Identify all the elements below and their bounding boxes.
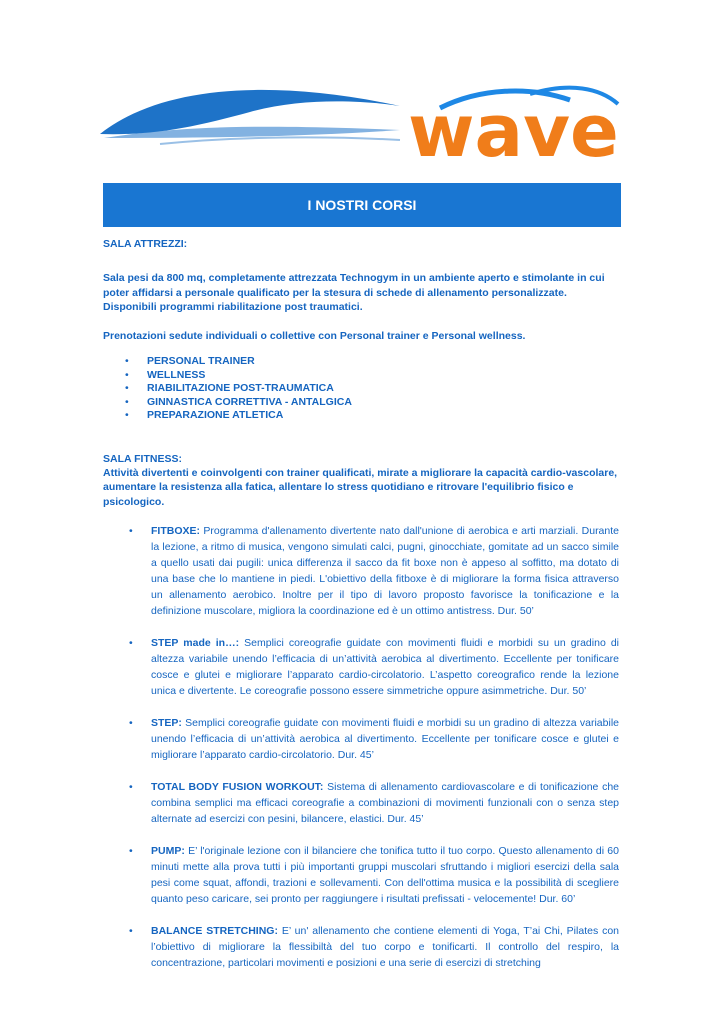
course-description: Semplici coreografie guidate con movimenti fluidi e morbidi su un gradino di altezza variabile unendo l’efficacia di un’attività aerobica al divertimento. Eccellente per tonificare cosce e glutei e migliorare l’apparato cardio-circolatorio. L’aspetto coreografico rende la lezione unica e divertente. Le coreografie possono essere simmetriche oppure asimmetriche. Dur. 50’ [151,637,620,697]
course-list [103,523,619,971]
course-name: STEP: [151,717,182,729]
list-item: • RIABILITAZIONE POST-TRAUMATICA [125,382,334,394]
bullet-icon: • [125,395,129,408]
sala-attrezzi-intro: Sala pesi da 800 mq, completamente attrezzata Technogym in un ambiente aperto e stimolante in cui poter affidarsi a personale qualificato per la stesura di schede di allenamento personalizzate. Disponibili programmi riabilitazione post traumatici. [103,272,605,313]
bullet-icon: • [129,525,133,537]
course-item-step-made-in [103,635,619,699]
course-name: FITBOXE: [151,525,200,537]
page-title-banner [103,183,621,227]
bullet-icon: • [129,717,133,729]
wave-logo-graphic [100,78,624,170]
logo-text: wave [408,89,619,170]
course-item-balance-stretching [103,923,619,971]
document-body [103,238,619,987]
course-description: E’ l'originale lezione con il bilanciere che tonifica tutto il tuo corpo. Questo allenamento di 60 minuti mette alla prova tutti i più importanti gruppi muscolari sfruttando i migliori esercizi della sala pesi come squat, affondi, trazioni e sollevamenti. Con dell'ottima musica e la possibilità di scegliere quanto peso caricare, sei pronto per raggiungere i risultati prefissati - velocemente! Dur. 60’ [151,845,619,905]
course-description: Semplici coreografie guidate con movimenti fluidi e morbidi su un gradino di altezza variabile unendo l’efficacia di un’attività aerobica al divertimento. Eccellente per tonificare cosce e glutei e migliorare l’apparato cardio-circolatorio. Dur. 45’ [151,717,619,761]
course-name: TOTAL BODY FUSION WORKOUT: [151,781,324,793]
bullet-icon: • [125,409,129,421]
sala-fitness-intro: Attività divertenti e coinvolgenti con trainer qualificati, mirate a migliorare la capacità cardio-vascolare, aumentare la resistenza alla fatica, allentare lo stress quotidiano e ritrovare l'equilibrio fisico e psicologico. [103,466,618,508]
logo [100,78,624,170]
list-item: • WELLNESS [125,368,206,381]
course-item-pump [103,843,619,907]
sala-attrezzi-list [103,355,619,423]
page-title: I NOSTRI CORSI [307,197,417,213]
bullet-icon: • [129,845,133,857]
sala-fitness-heading: SALA FITNESS: [103,452,182,465]
course-name: STEP made in…: [151,637,240,649]
course-description: Sistema di allenamento cardiovascolare e di tonificazione che combina semplici ma efficaci coreografie a combinazioni di movimenti funzionali con o senza step alternate ad esercizi con pesini, bilancere, elastici. Dur. 45’ [151,781,620,825]
list-item: • PREPARAZIONE ATLETICA [125,409,284,421]
course-item-fitboxe [103,523,619,619]
course-description: E’ un' allenamento che contiene elementi di Yoga, T’ai Chi, Pilates con l’obiettivo di migliorare la flessibiltà del tuo corpo e tonificarti. Il controllo del respiro, la concentrazione, particolari movimenti e posizioni e una serie di esercizi di stretching [151,925,620,969]
list-item: • GINNASTICA CORRETTIVA - ANTALGICA [125,395,352,408]
sala-attrezzi-booking: Prenotazioni sedute individuali o collettive con Personal trainer e Personal wellness. [103,329,526,342]
bullet-icon: • [125,355,129,367]
bullet-icon: • [129,925,133,937]
course-item-step [103,715,619,763]
course-name: BALANCE STRETCHING: [151,925,278,937]
bullet-icon: • [129,637,133,649]
course-item-total-body-fusion [103,779,619,827]
course-name: PUMP: [151,845,185,857]
list-item: • PERSONAL TRAINER [125,355,255,367]
bullet-icon: • [129,781,133,793]
sala-attrezzi-heading: SALA ATTREZZI: [103,238,188,250]
course-description: Programma d'allenamento divertente nato dall'unione di aerobica e arti marziali. Durante la lezione, a ritmo di musica, vengono simulati calci, pugni, ginocchiate, gomitate ad un sacco simile a quello usati dai pugili: unica differenza il sacco da fit boxe non è appeso al soffitto, ma dotato di una base che lo mantiene in piedi. L'obiettivo della fitboxe è di migliorare la forma fisica attraverso un allenamento aerobico. Inoltre per il tipo di lavoro proposto favorisce la tonificazione e la definizione muscolare, migliora la coordinazione ed è un ottimo antistress. Dur. 50’ [151,525,619,617]
bullet-icon: • [125,368,129,381]
bullet-icon: • [125,382,129,394]
